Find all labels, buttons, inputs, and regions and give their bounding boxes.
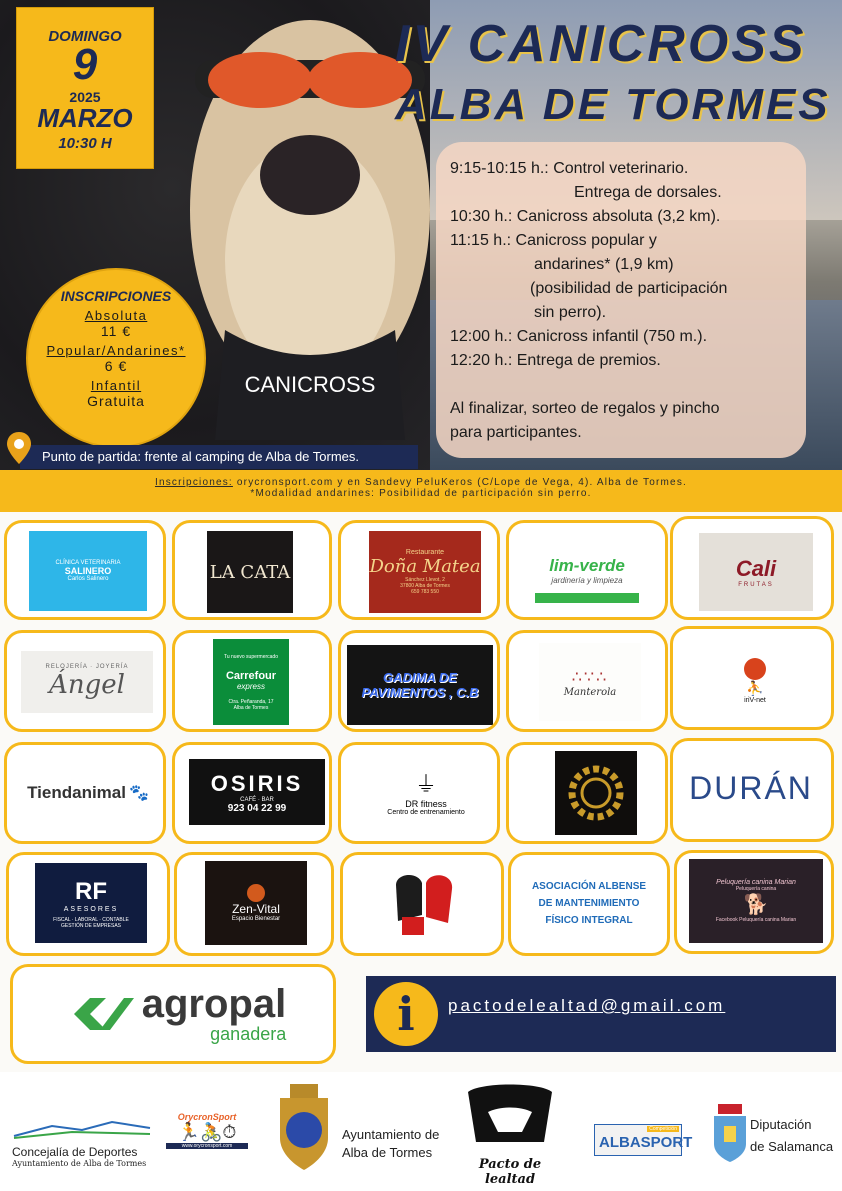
schedule-line: andarines* (1,9 km) bbox=[534, 256, 674, 273]
date-day-name: DOMINGO bbox=[48, 28, 122, 45]
orycron-name: OrycronSport bbox=[177, 1112, 237, 1122]
sponsor-card-cali bbox=[670, 516, 834, 620]
sun-icon bbox=[247, 884, 265, 902]
rf-sub: ASESORES bbox=[63, 905, 119, 913]
sponsor-card-gadima bbox=[338, 630, 500, 732]
event-subtitle: ALBA DE TORMES bbox=[395, 80, 831, 129]
orycron-logo bbox=[166, 1112, 248, 1149]
date-box bbox=[16, 7, 154, 169]
tiendanimal-name: Tiendanimal bbox=[27, 783, 126, 802]
irivnet-figure-icon: ⛹ bbox=[746, 680, 764, 696]
registration-text: orycronsport.com y en Sandevy PeluKeros (C/Lope de Vega, 4). Alba de Tormes. bbox=[232, 477, 688, 488]
irivnet-name: iriV-net bbox=[744, 697, 766, 704]
registration-info-band bbox=[0, 470, 842, 512]
salinero-line2: SALINERO bbox=[64, 566, 112, 576]
schedule-line: sin perro). bbox=[534, 304, 607, 321]
dona-matea-addr: Sánchez Llevot, 2 bbox=[405, 577, 445, 583]
salinero-line3: Carlos Salinero bbox=[67, 576, 109, 582]
agropal-mark-icon bbox=[66, 984, 136, 1044]
ayuntamiento-text bbox=[342, 1126, 439, 1162]
carrefour-city: Alba de Tormes bbox=[233, 704, 269, 711]
diputacion-line1: Diputación bbox=[750, 1117, 812, 1132]
sponsor-card-salinero bbox=[4, 520, 166, 620]
duran-name: DURÁN bbox=[689, 769, 813, 806]
zenvital-logo bbox=[205, 861, 307, 945]
hero-banner bbox=[0, 0, 842, 470]
gadima-line1: GADIMA DE bbox=[383, 670, 457, 685]
andarines-note: *Modalidad andarines: Posibilidad de participación sin perro. bbox=[250, 488, 592, 499]
schedule-note: Al finalizar, sorteo de regalos y pincho bbox=[450, 400, 720, 417]
sponsor-card-duran bbox=[670, 738, 834, 842]
schedule-line: 9:15-10:15 h.: Control veterinario. bbox=[450, 160, 689, 177]
institutional-footer bbox=[0, 1072, 842, 1191]
sponsor-card-boxing bbox=[340, 852, 504, 956]
carrefour-name: Carrefour bbox=[225, 669, 277, 682]
dona-matea-kicker: Restaurante bbox=[405, 549, 445, 556]
carrefour-addr: Ctra. Peñaranda, 17 bbox=[228, 698, 274, 705]
peluqueria-footer: Facebook Peluquería canina Marian bbox=[715, 917, 797, 923]
sponsor-card-limverde bbox=[506, 520, 668, 620]
gear-logo bbox=[555, 751, 637, 835]
peluqueria-sub: Peluquería canina bbox=[735, 886, 777, 892]
schedule-note: para participantes. bbox=[450, 424, 582, 441]
rf-logo bbox=[35, 863, 147, 943]
orycron-url: www.orycronsport.com bbox=[166, 1143, 248, 1149]
registration-label: Inscripciones: bbox=[154, 477, 233, 488]
boxing-logo bbox=[379, 861, 469, 949]
contact-email-link[interactable]: pactodelealtad@gmail.com bbox=[448, 996, 726, 1015]
date-time: 10:30 H bbox=[58, 135, 112, 152]
runners-icon bbox=[12, 1116, 152, 1140]
paw-icon: 🐾 bbox=[128, 785, 149, 802]
fee-absoluta-label: Absoluta bbox=[84, 308, 148, 323]
zenvital-sub: Espacio Bienestar bbox=[231, 916, 281, 922]
dumbbell-icon: ⏚ bbox=[414, 772, 437, 797]
bib-text: CANICROSS bbox=[244, 372, 376, 397]
dona-matea-name: Doña Matea bbox=[369, 556, 481, 577]
diputacion-text bbox=[750, 1114, 833, 1158]
sponsor-card-lacata bbox=[172, 520, 332, 620]
location-pin-icon bbox=[4, 430, 34, 466]
sponsor-card-asociacion bbox=[508, 852, 670, 956]
drfitness-logo bbox=[367, 751, 485, 833]
osiris-name: OSIRIS bbox=[210, 770, 304, 796]
peluqueria-logo bbox=[689, 859, 823, 943]
asociacion-line1: ASOCIACIÓN ALBENSE bbox=[531, 880, 647, 892]
boxing-gloves-icon bbox=[384, 865, 464, 945]
agropal-logo bbox=[31, 979, 321, 1049]
cali-name: Cali bbox=[735, 556, 777, 581]
albasport-tag: Competición bbox=[649, 1126, 677, 1132]
sponsor-card-rf bbox=[6, 852, 170, 956]
schedule-line: (posibilidad de participación bbox=[530, 280, 728, 297]
rf-name: RF bbox=[75, 877, 107, 905]
zenvital-name: Zen-Vital bbox=[232, 902, 280, 916]
osiris-sub: CAFÉ · BAR bbox=[240, 796, 274, 803]
pacto-name: Pacto de lealtad bbox=[478, 1157, 542, 1187]
asociacion-line2: DE MANTENIMIENTO bbox=[538, 897, 640, 909]
gadima-line2: PAVIMENTOS , C.B bbox=[361, 685, 479, 700]
start-point-text: Punto de partida: frente al camping de Alba de Tormes. bbox=[42, 449, 360, 464]
cali-sub: FRUTAS bbox=[738, 582, 774, 588]
fee-absoluta-price: 11 € bbox=[100, 323, 132, 339]
salinero-logo bbox=[29, 531, 147, 611]
sponsor-card-peluqueria bbox=[674, 850, 834, 954]
fee-infantil-label: Infantil bbox=[90, 378, 142, 393]
manterola-dots-icon: ∴∵∴ bbox=[571, 668, 609, 686]
peluqueria-name: Peluquería canina Marian bbox=[716, 879, 796, 886]
dog-face-icon bbox=[460, 1082, 560, 1152]
dona-matea-phone: 659 783 550 bbox=[411, 589, 439, 595]
duran-logo bbox=[677, 753, 825, 823]
fee-popular-price: 6 € bbox=[104, 358, 128, 374]
sponsor-card-gear bbox=[506, 742, 668, 844]
schedule-line: 12:20 h.: Entrega de premios. bbox=[450, 352, 661, 369]
pacto-lealtad-logo bbox=[460, 1082, 560, 1187]
angel-kicker: RELOJERÍA · JOYERÍA bbox=[45, 664, 129, 670]
sponsor-card-tiendanimal bbox=[4, 742, 166, 844]
fee-infantil-price: Gratuita bbox=[87, 393, 145, 409]
diputacion-shield-icon bbox=[712, 1104, 748, 1164]
salinero-line1: CLÍNICA VETERINARIA bbox=[55, 560, 121, 566]
registration-badge bbox=[26, 268, 206, 448]
ayuntamiento-shield-icon bbox=[270, 1078, 338, 1174]
rf-tag1: FISCAL · LABORAL · CONTABLE bbox=[53, 916, 129, 923]
date-month: MARZO bbox=[37, 103, 133, 133]
sponsor-card-dona-matea bbox=[338, 520, 500, 620]
tiendanimal-logo bbox=[15, 773, 161, 813]
ayuntamiento-line1: Ayuntamiento de bbox=[342, 1127, 440, 1142]
sponsor-card-angel bbox=[4, 630, 166, 732]
info-icon: i bbox=[374, 982, 438, 1046]
start-point-bar bbox=[20, 445, 418, 469]
sponsor-card-drfitness bbox=[338, 742, 500, 844]
irivnet-ball-icon bbox=[744, 658, 766, 680]
osiris-logo bbox=[189, 759, 325, 825]
asociacion-line3: FÍSICO INTEGRAL bbox=[545, 914, 633, 926]
schedule-line: 12:00 h.: Canicross infantil (750 m.). bbox=[450, 328, 708, 345]
sponsor-card-carrefour bbox=[172, 630, 332, 732]
asociacion-logo bbox=[515, 873, 663, 933]
schedule-line: 11:15 h.: Canicross popular y bbox=[450, 232, 657, 249]
limverde-name: lim-verde bbox=[549, 555, 625, 575]
sponsor-card-agropal bbox=[10, 964, 336, 1064]
limverde-logo bbox=[535, 547, 639, 603]
event-title: IV CANICROSS bbox=[395, 15, 807, 73]
date-year: 2025 bbox=[69, 89, 101, 105]
deportes-line2: Ayuntamiento de Alba de Tormes bbox=[12, 1159, 147, 1168]
irivnet-logo bbox=[725, 641, 785, 721]
schedule-line: 10:30 h.: Canicross absoluta (3,2 km). bbox=[450, 208, 721, 225]
date-day: 9 bbox=[72, 40, 98, 89]
drfitness-sub: Centro de entrenamiento bbox=[387, 809, 465, 816]
dona-matea-city: 37800 Alba de Tormes bbox=[400, 583, 450, 589]
limverde-tagline: jardinería y limpieza bbox=[551, 575, 623, 585]
rf-tag2: GESTIÓN DE EMPRESAS bbox=[60, 922, 121, 929]
dona-matea-logo bbox=[369, 531, 481, 613]
sponsor-card-osiris bbox=[172, 742, 332, 844]
gadima-logo bbox=[347, 645, 493, 725]
sponsor-card-irivnet bbox=[670, 626, 834, 730]
agropal-sub: ganadera bbox=[210, 1023, 287, 1044]
gear-icon bbox=[564, 761, 628, 825]
deportes-logo bbox=[12, 1116, 152, 1168]
albasport-name: ALBASPORT bbox=[599, 1134, 693, 1151]
dog-icon: 🐕 bbox=[743, 894, 769, 916]
ayuntamiento-line2: Alba de Tormes bbox=[342, 1145, 433, 1160]
carrefour-logo bbox=[213, 639, 289, 725]
carrefour-sub: express bbox=[236, 681, 265, 691]
carrefour-top: Tu nuevo supermercado bbox=[223, 653, 278, 660]
osiris-phone: 923 04 22 99 bbox=[227, 802, 287, 814]
manterola-name: Manterola bbox=[563, 686, 617, 698]
angel-name: Ángel bbox=[49, 670, 125, 700]
lacata-logo: LA CATA bbox=[207, 531, 293, 613]
registration-title: INSCRIPCIONES bbox=[60, 288, 172, 304]
deportes-line1: Concejalía de Deportes bbox=[12, 1145, 138, 1159]
cali-logo bbox=[699, 533, 813, 611]
sponsor-card-zenvital bbox=[174, 852, 334, 956]
angel-logo bbox=[21, 651, 153, 713]
drfitness-name: DR fitness bbox=[405, 799, 447, 809]
schedule-panel bbox=[436, 142, 806, 458]
agropal-name: agropal bbox=[141, 981, 287, 1026]
manterola-logo bbox=[539, 643, 641, 721]
fee-popular-label: Popular/Andarines* bbox=[46, 343, 186, 358]
contact-info-bar bbox=[366, 976, 836, 1052]
sponsor-card-manterola bbox=[506, 630, 668, 732]
diputacion-line2: de Salamanca bbox=[750, 1139, 834, 1154]
schedule-line: Entrega de dorsales. bbox=[574, 184, 722, 201]
runners-group-icon: 🏃🚴⏱ bbox=[177, 1122, 237, 1142]
albasport-logo bbox=[594, 1124, 693, 1156]
